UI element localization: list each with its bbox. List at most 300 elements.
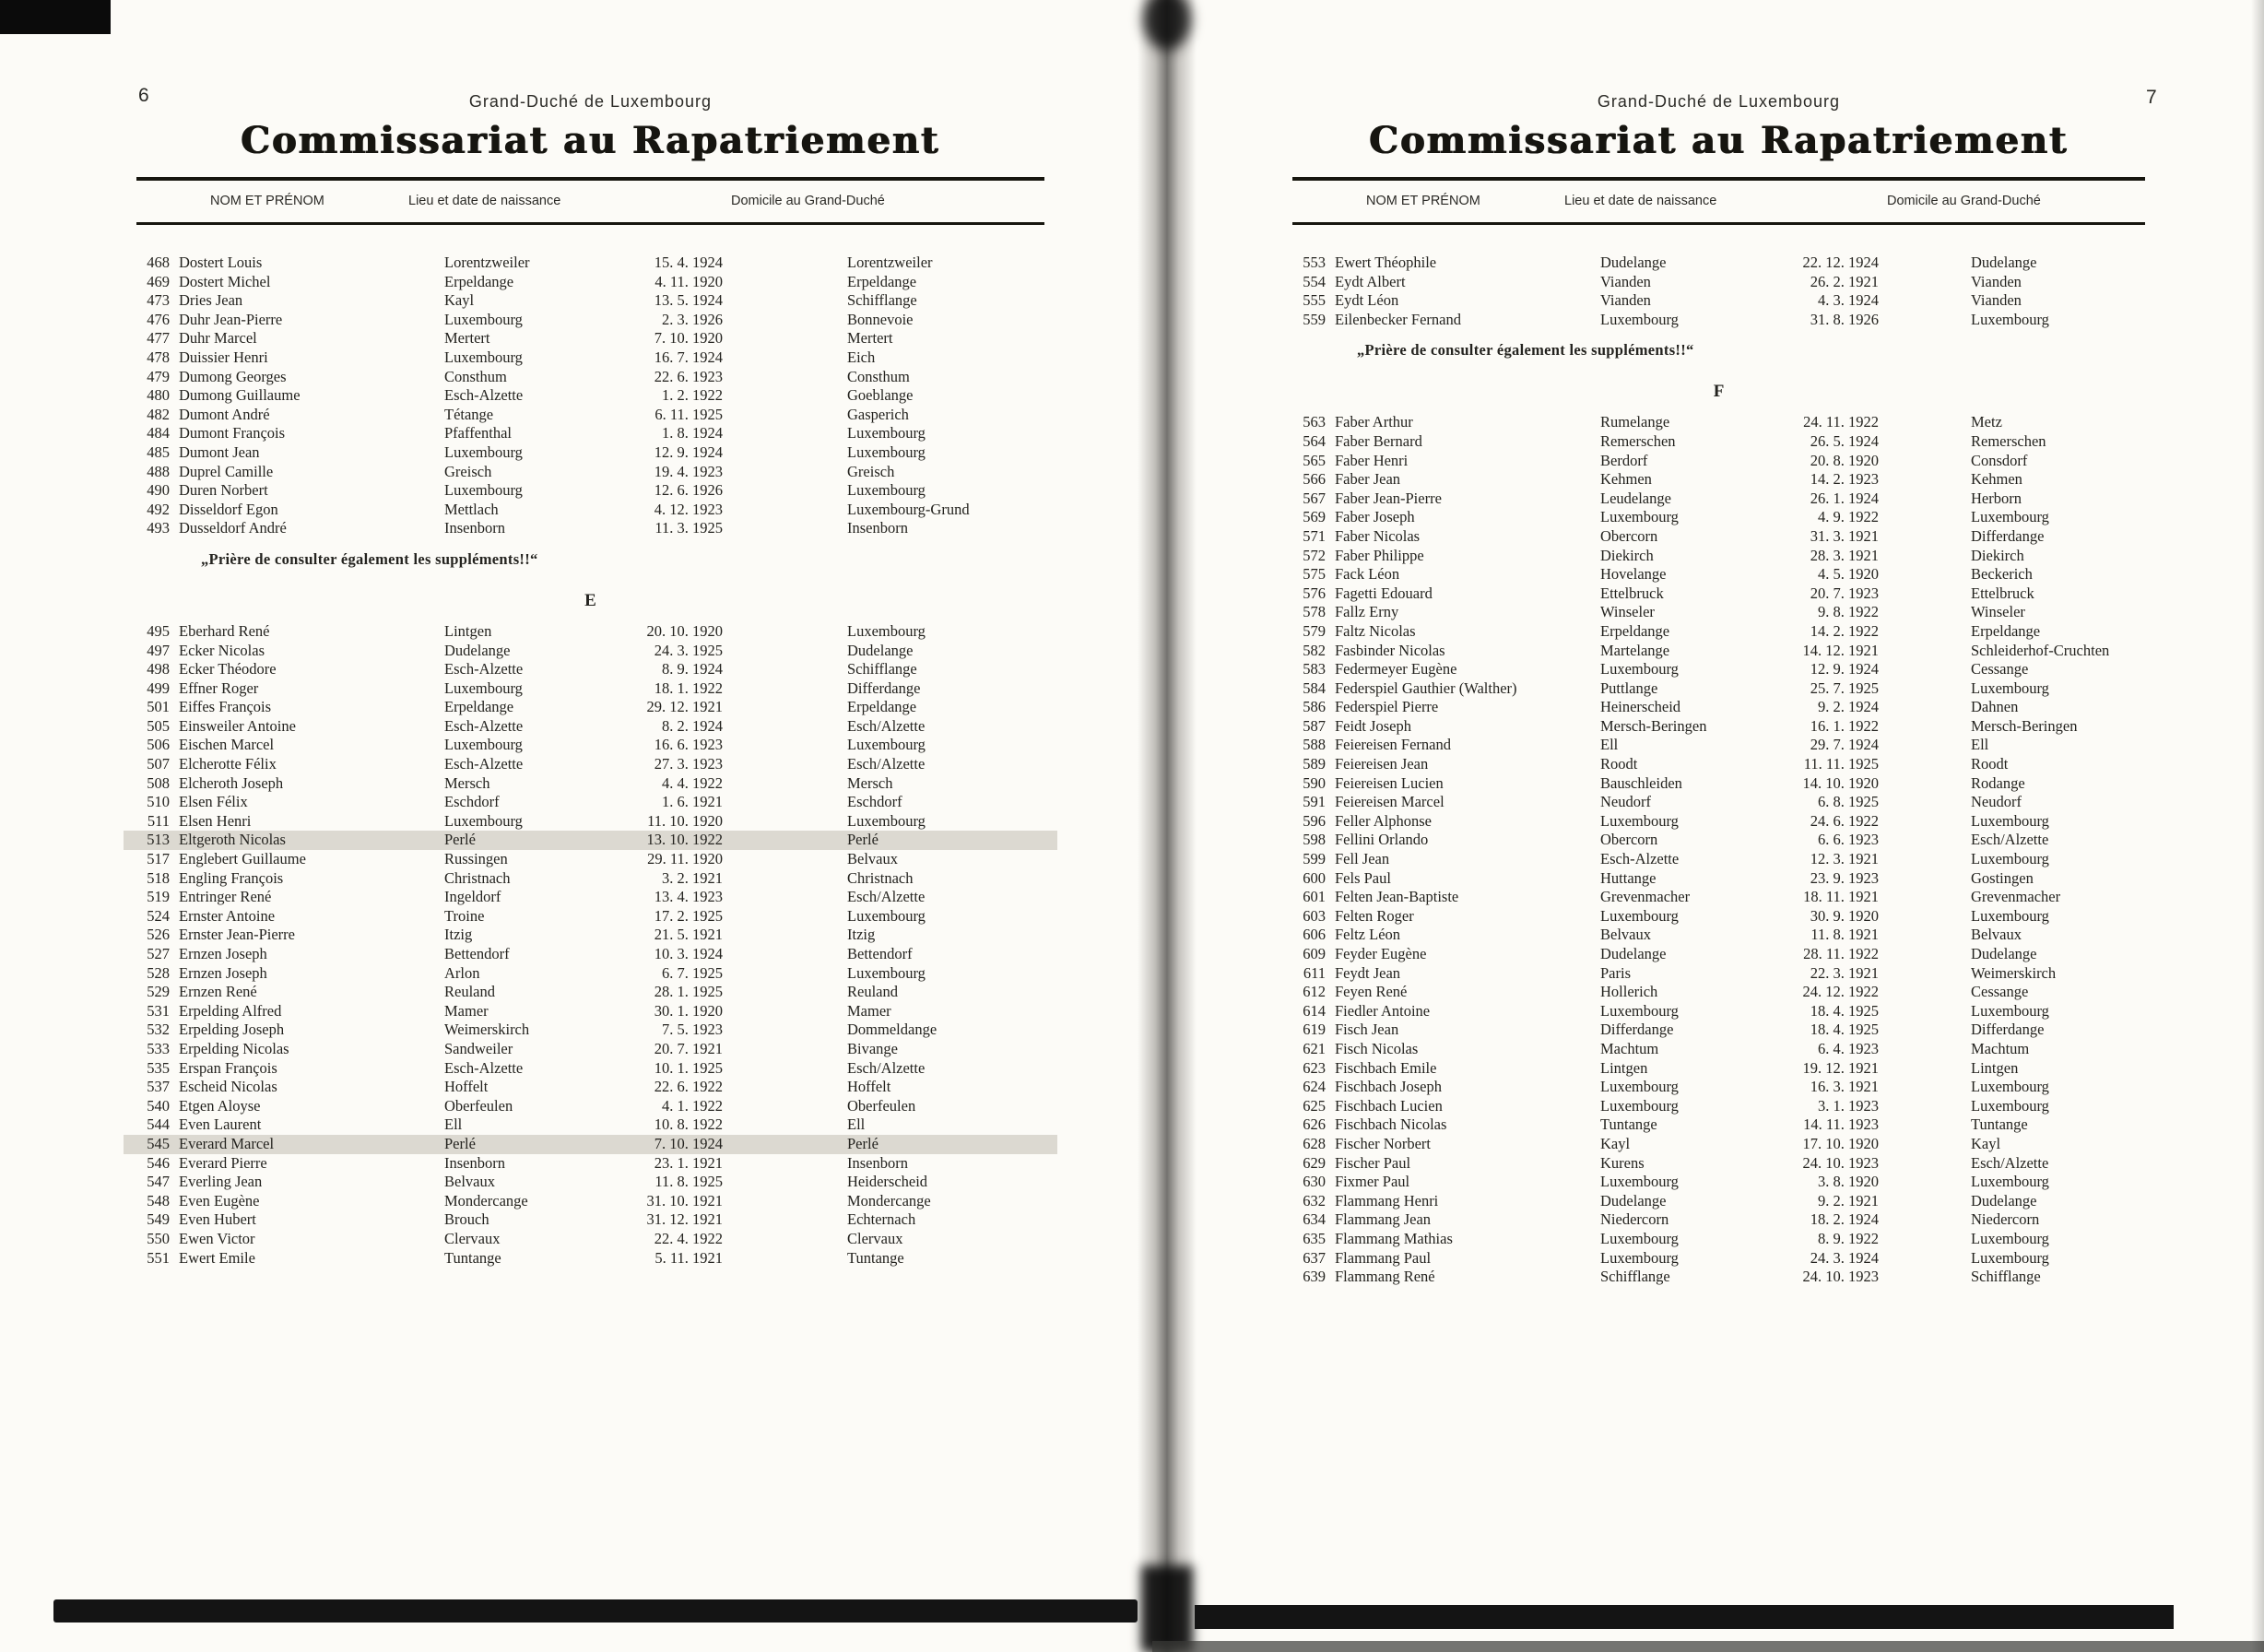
person-name: Einsweiler Antoine xyxy=(179,716,296,735)
domicile-place: Remerschen xyxy=(1971,431,2046,450)
birth-place: Ettelbruck xyxy=(1600,584,1664,602)
birth-date: 24. 10. 1923 xyxy=(1802,1153,1879,1172)
birth-date: 26. 5. 1924 xyxy=(1810,431,1879,450)
row-number: 554 xyxy=(1303,272,1326,290)
birth-place: Luxembourg xyxy=(1600,1096,1679,1115)
birth-place: Mamer xyxy=(444,1001,489,1020)
birth-place: Lorentzweiler xyxy=(444,254,530,271)
person-name: Etgen Aloyse xyxy=(179,1096,261,1115)
birth-date: 3. 8. 1920 xyxy=(1818,1173,1879,1191)
supplements-note: „Prière de consulter également les suppléments!!“ xyxy=(1357,341,1694,360)
birth-place: Sandweiler xyxy=(444,1039,513,1057)
birth-place: Ell xyxy=(1600,736,1619,754)
table-row xyxy=(136,660,1044,679)
person-name: Feiereisen Jean xyxy=(1335,755,1429,773)
person-name: Feiereisen Lucien xyxy=(1335,773,1444,792)
birth-date: 17. 10. 1920 xyxy=(1802,1134,1879,1152)
birth-date: 6. 4. 1923 xyxy=(1818,1039,1879,1057)
birth-date: 4. 1. 1922 xyxy=(662,1096,723,1115)
person-name: Erpelding Joseph xyxy=(179,1021,285,1039)
person-name: Fischer Paul xyxy=(1335,1153,1411,1172)
birth-date: 4. 12. 1923 xyxy=(654,500,723,518)
birth-date: 31. 8. 1926 xyxy=(1810,310,1879,328)
row-number: 589 xyxy=(1303,755,1326,773)
birth-place: Kayl xyxy=(1600,1134,1631,1152)
birth-date: 16. 1. 1922 xyxy=(1810,716,1879,735)
birth-date: 20. 8. 1920 xyxy=(1810,451,1879,469)
domicile-place: Luxembourg xyxy=(847,736,926,754)
birth-date: 20. 10. 1920 xyxy=(646,621,723,640)
birth-date: 29. 12. 1921 xyxy=(646,698,723,716)
person-name: Dumong Guillaume xyxy=(179,386,301,405)
table-row xyxy=(136,1249,1044,1268)
person-name: Eltgeroth Nicolas xyxy=(179,831,286,849)
domicile-place: Differdange xyxy=(1971,1021,2045,1039)
person-name: Dostert Louis xyxy=(179,254,263,271)
domicile-place: Cessange xyxy=(1971,983,2029,1001)
person-name: Feiereisen Fernand xyxy=(1335,736,1451,754)
row-number: 532 xyxy=(147,1021,170,1039)
table-row xyxy=(1292,1115,2145,1135)
table-row xyxy=(136,329,1044,348)
domicile-place: Roodt xyxy=(1971,755,2009,773)
row-number: 548 xyxy=(147,1191,170,1210)
birth-place: Erpeldange xyxy=(444,272,514,290)
table-row xyxy=(136,812,1044,832)
table-row xyxy=(136,698,1044,717)
person-name: Feyen René xyxy=(1335,983,1408,1001)
birth-date: 12. 9. 1924 xyxy=(1810,660,1879,678)
row-number: 611 xyxy=(1303,963,1326,982)
table-row xyxy=(1292,812,2145,832)
birth-place: Obercorn xyxy=(1600,526,1658,545)
birth-date: 8. 9. 1924 xyxy=(662,660,723,678)
birth-place: Luxembourg xyxy=(444,811,523,830)
person-name: Ernzen Joseph xyxy=(179,945,267,962)
person-name: Eberhard René xyxy=(179,621,270,640)
birth-place: Tuntange xyxy=(444,1248,501,1267)
domicile-place: Luxembourg xyxy=(847,442,926,461)
domicile-place: Bonnevoie xyxy=(847,310,914,328)
birth-place: Vianden xyxy=(1600,272,1651,290)
birth-place: Consthum xyxy=(444,367,507,385)
row-number: 586 xyxy=(1303,698,1326,716)
row-number: 519 xyxy=(147,888,170,906)
birth-place: Winseler xyxy=(1600,603,1655,621)
domicile-place: Christnach xyxy=(847,868,914,887)
person-name: Ewert Emile xyxy=(179,1248,255,1267)
domicile-place: Luxembourg xyxy=(847,906,926,925)
domicile-place: Dudelange xyxy=(1971,254,2037,271)
birth-place: Lintgen xyxy=(444,621,492,640)
table-row xyxy=(1292,660,2145,679)
table-row xyxy=(136,273,1044,292)
table-row xyxy=(1292,717,2145,737)
table-body-left xyxy=(136,254,1044,1268)
row-number: 545 xyxy=(147,1134,170,1152)
table-row xyxy=(136,368,1044,387)
birth-place: Dudelange xyxy=(444,641,511,659)
birth-date: 12. 3. 1921 xyxy=(1810,850,1879,868)
person-name: Dusseldorf André xyxy=(179,519,287,537)
table-row xyxy=(1292,1097,2145,1116)
table-row xyxy=(136,1210,1044,1230)
domicile-place: Dudelange xyxy=(1971,945,2037,962)
row-number: 576 xyxy=(1303,584,1326,602)
person-name: Federspiel Pierre xyxy=(1335,698,1439,716)
row-number: 550 xyxy=(147,1229,170,1247)
supplements-note: „Prière de consulter également les suppléments!!“ xyxy=(201,549,538,568)
row-number: 575 xyxy=(1303,565,1326,584)
person-name: Fallz Erny xyxy=(1335,603,1399,621)
person-name: Disseldorf Egon xyxy=(179,500,278,518)
birth-date: 4. 9. 1922 xyxy=(1818,508,1879,526)
country-header-right: Grand-Duché de Luxembourg xyxy=(1597,92,1841,111)
person-name: Ernzen René xyxy=(179,983,257,1001)
domicile-place: Hoffelt xyxy=(847,1078,891,1096)
person-name: Faber Jean xyxy=(1335,470,1401,489)
birth-place: Kayl xyxy=(444,291,475,310)
row-number: 485 xyxy=(147,442,170,461)
birth-date: 9. 2. 1921 xyxy=(1818,1191,1879,1210)
row-number: 600 xyxy=(1303,868,1326,887)
row-number: 634 xyxy=(1303,1210,1326,1229)
birth-date: 5. 11. 1921 xyxy=(654,1248,723,1267)
row-number: 582 xyxy=(1303,641,1326,659)
birth-place: Esch-Alzette xyxy=(444,755,524,773)
birth-date: 9. 8. 1922 xyxy=(1818,603,1879,621)
domicile-place: Tuntange xyxy=(847,1248,904,1267)
birth-place: Neudorf xyxy=(1600,793,1651,811)
row-number: 517 xyxy=(147,850,170,868)
table-row xyxy=(1292,983,2145,1002)
birth-date: 14. 10. 1920 xyxy=(1802,773,1879,792)
domicile-place: Bivange xyxy=(847,1039,898,1057)
table-row xyxy=(1292,584,2145,604)
row-number: 632 xyxy=(1303,1191,1326,1210)
person-name: Everard Pierre xyxy=(179,1153,267,1172)
row-number: 507 xyxy=(147,755,170,773)
birth-date: 13. 4. 1923 xyxy=(654,888,723,906)
table-row xyxy=(136,888,1044,907)
birth-place: Greisch xyxy=(444,462,492,480)
row-number: 625 xyxy=(1303,1096,1326,1115)
birth-date: 6. 11. 1925 xyxy=(654,405,723,423)
person-name: Flammang Henri xyxy=(1335,1191,1439,1210)
row-number: 559 xyxy=(1303,310,1326,328)
birth-date: 11. 10. 1920 xyxy=(647,811,723,830)
table-header-left xyxy=(136,181,1044,222)
birth-place: Esch-Alzette xyxy=(444,386,524,405)
row-number: 490 xyxy=(147,481,170,500)
birth-place: Perlé xyxy=(444,1134,476,1152)
person-name: Fisch Jean xyxy=(1335,1021,1399,1039)
domicile-place: Luxembourg xyxy=(847,621,926,640)
table-row xyxy=(1292,945,2145,964)
birth-date: 23. 9. 1923 xyxy=(1810,868,1879,887)
birth-place: Christnach xyxy=(444,868,511,887)
person-name: Elsen Henri xyxy=(179,811,252,830)
row-number: 535 xyxy=(147,1058,170,1077)
row-number: 628 xyxy=(1303,1134,1326,1152)
person-name: Feyder Eugène xyxy=(1335,945,1427,962)
table-row xyxy=(136,291,1044,311)
row-number: 637 xyxy=(1303,1248,1326,1267)
domicile-place: Esch/Alzette xyxy=(847,716,926,735)
birth-date: 1. 8. 1924 xyxy=(662,424,723,442)
row-number: 639 xyxy=(1303,1268,1326,1286)
person-name: Flammang Jean xyxy=(1335,1210,1432,1229)
table-row xyxy=(136,254,1044,273)
birth-place: Insenborn xyxy=(444,519,505,537)
domicile-place: Diekirch xyxy=(1971,546,2024,564)
birth-date: 7. 5. 1923 xyxy=(662,1021,723,1039)
domicile-place: Kayl xyxy=(1971,1134,2001,1152)
person-name: Englebert Guillaume xyxy=(179,850,306,868)
person-name: Everling Jean xyxy=(179,1173,263,1191)
birth-place: Eschdorf xyxy=(444,793,500,811)
person-name: Dries Jean xyxy=(179,291,243,310)
domicile-place: Winseler xyxy=(1971,603,2025,621)
person-name: Fiedler Antoine xyxy=(1335,1001,1431,1020)
row-number: 619 xyxy=(1303,1021,1326,1039)
table-row xyxy=(136,945,1044,964)
birth-date: 19. 4. 1923 xyxy=(654,462,723,480)
person-name: Elsen Félix xyxy=(179,793,248,811)
person-name: Eydt Albert xyxy=(1335,272,1406,290)
table-row xyxy=(1292,831,2145,850)
birth-place: Machtum xyxy=(1600,1039,1659,1057)
birth-place: Dudelange xyxy=(1600,945,1667,962)
row-number: 499 xyxy=(147,678,170,697)
table-row xyxy=(136,926,1044,945)
person-name: Faber Nicolas xyxy=(1335,526,1421,545)
table-row xyxy=(136,1097,1044,1116)
table-row xyxy=(136,1230,1044,1249)
domicile-place: Mertert xyxy=(847,329,893,348)
person-name: Fagetti Edouard xyxy=(1335,584,1433,602)
birth-place: Mettlach xyxy=(444,500,499,518)
row-number: 551 xyxy=(147,1248,170,1267)
row-number: 584 xyxy=(1303,678,1326,697)
row-number: 626 xyxy=(1303,1115,1326,1134)
row-number: 598 xyxy=(1303,831,1326,849)
domicile-place: Itzig xyxy=(847,926,876,944)
person-name: Federspiel Gauthier (Walther) xyxy=(1335,678,1517,697)
birth-date: 25. 7. 1925 xyxy=(1810,678,1879,697)
table-row xyxy=(136,386,1044,406)
person-name: Felten Jean-Baptiste xyxy=(1335,888,1459,906)
birth-date: 24. 6. 1922 xyxy=(1810,811,1879,830)
birth-place: Mersch xyxy=(444,773,490,792)
table-row xyxy=(1292,755,2145,774)
table-row xyxy=(1292,642,2145,661)
person-name: Erspan François xyxy=(179,1058,277,1077)
birth-place: Rumelange xyxy=(1600,413,1670,431)
table-row xyxy=(1292,869,2145,889)
domicile-place: Lintgen xyxy=(1971,1058,2019,1077)
table-row xyxy=(1292,1268,2145,1287)
birth-place: Luxembourg xyxy=(1600,1229,1679,1247)
domicile-place: Consthum xyxy=(847,367,910,385)
birth-date: 31. 12. 1921 xyxy=(646,1210,723,1229)
page-right xyxy=(1292,0,2145,1287)
birth-date: 9. 2. 1924 xyxy=(1818,698,1879,716)
row-number: 564 xyxy=(1303,431,1326,450)
table-row xyxy=(136,793,1044,812)
birth-date: 4. 3. 1924 xyxy=(1818,291,1879,310)
person-name: Duhr Marcel xyxy=(179,329,257,348)
birth-place: Tuntange xyxy=(1600,1115,1657,1134)
person-name: Eiffes François xyxy=(179,698,272,716)
row-number: 606 xyxy=(1303,926,1326,944)
birth-date: 26. 2. 1921 xyxy=(1810,272,1879,290)
domicile-place: Beckerich xyxy=(1971,565,2033,584)
birth-date: 23. 1. 1921 xyxy=(654,1153,723,1172)
book-gutter-shadow-bottom xyxy=(1141,1565,1193,1652)
table-row xyxy=(136,679,1044,699)
person-name: Faltz Nicolas xyxy=(1335,621,1416,640)
domicile-place: Luxembourg xyxy=(847,481,926,500)
row-number: 553 xyxy=(1303,254,1326,271)
birth-date: 19. 12. 1921 xyxy=(1802,1058,1879,1077)
row-number: 498 xyxy=(147,660,170,678)
domicile-place: Erpeldange xyxy=(1971,621,2041,640)
row-number: 511 xyxy=(147,811,170,830)
birth-place: Ingeldorf xyxy=(444,888,501,906)
person-name: Dumont André xyxy=(179,405,270,423)
table-row xyxy=(1292,490,2145,509)
row-number: 546 xyxy=(147,1153,170,1172)
table-row xyxy=(1292,273,2145,292)
birth-date: 11. 8. 1921 xyxy=(1810,926,1879,944)
birth-date: 24. 12. 1922 xyxy=(1802,983,1879,1001)
birth-place: Niedercorn xyxy=(1600,1210,1669,1229)
row-number: 588 xyxy=(1303,736,1326,754)
domicile-place: Reuland xyxy=(847,983,898,1001)
domicile-place: Esch/Alzette xyxy=(847,888,926,906)
domicile-place: Cessange xyxy=(1971,660,2029,678)
column-header-domicile: Domicile au Grand-Duché xyxy=(731,194,885,208)
birth-place: Dudelange xyxy=(1600,254,1667,271)
row-number: 495 xyxy=(147,621,170,640)
birth-place: Heinerscheid xyxy=(1600,698,1681,716)
domicile-place: Differdange xyxy=(1971,526,2045,545)
domicile-place: Luxembourg xyxy=(1971,508,2049,526)
birth-place: Oberfeulen xyxy=(444,1096,513,1115)
person-name: Ewen Victor xyxy=(179,1229,255,1247)
domicile-place: Neudorf xyxy=(1971,793,2022,811)
person-name: Dumont François xyxy=(179,424,286,442)
birth-place: Brouch xyxy=(444,1210,489,1229)
row-number: 493 xyxy=(147,519,170,537)
domicile-place: Dudelange xyxy=(1971,1191,2037,1210)
birth-date: 20. 7. 1923 xyxy=(1810,584,1879,602)
domicile-place: Luxembourg xyxy=(1971,1078,2049,1096)
domicile-place: Esch/Alzette xyxy=(1971,1153,2049,1172)
birth-date: 2. 3. 1926 xyxy=(662,310,723,328)
row-number: 591 xyxy=(1303,793,1326,811)
row-number: 505 xyxy=(147,716,170,735)
domicile-place: Dommeldange xyxy=(847,1021,937,1039)
birth-place: Itzig xyxy=(444,926,473,944)
person-name: Duren Norbert xyxy=(179,481,268,500)
person-name: Fellini Orlando xyxy=(1335,831,1429,849)
birth-place: Leudelange xyxy=(1600,489,1671,507)
person-name: Fisch Nicolas xyxy=(1335,1039,1419,1057)
birth-date: 18. 11. 1921 xyxy=(1803,888,1879,906)
person-name: Ernster Jean-Pierre xyxy=(179,926,295,944)
table-row xyxy=(1292,291,2145,311)
birth-place: Mersch-Beringen xyxy=(1600,716,1707,735)
divider xyxy=(136,222,1044,225)
domicile-place: Erpeldange xyxy=(847,698,917,716)
row-number: 609 xyxy=(1303,945,1326,962)
birth-place: Luxembourg xyxy=(1600,660,1679,678)
domicile-place: Weimerskirch xyxy=(1971,963,2057,982)
domicile-place: Consdorf xyxy=(1971,451,2028,469)
person-name: Dumont Jean xyxy=(179,442,260,461)
table-row xyxy=(1292,311,2145,330)
table-row xyxy=(1292,964,2145,984)
section-letter-f: F xyxy=(1713,382,1725,402)
domicile-place: Kehmen xyxy=(1971,470,2022,489)
column-header-name: NOM ET PRÉNOM xyxy=(210,194,324,208)
table-row xyxy=(136,774,1044,794)
birth-place: Mertert xyxy=(444,329,490,348)
birth-place: Grevenmacher xyxy=(1600,888,1691,906)
row-number: 526 xyxy=(147,926,170,944)
domicile-place: Perlé xyxy=(847,831,878,849)
domicile-place: Luxembourg xyxy=(1971,1096,2049,1115)
domicile-place: Heiderscheid xyxy=(847,1173,928,1191)
person-name: Flammang Mathias xyxy=(1335,1229,1453,1247)
row-number: 621 xyxy=(1303,1039,1326,1057)
domicile-place: Luxembourg xyxy=(847,963,926,982)
domicile-place: Belvaux xyxy=(847,850,898,868)
birth-place: Tétange xyxy=(444,405,494,423)
birth-place: Huttange xyxy=(1600,868,1657,887)
person-name: Escheid Nicolas xyxy=(179,1078,277,1096)
table-row xyxy=(136,907,1044,926)
domicile-place: Lorentzweiler xyxy=(847,254,933,271)
row-number: 572 xyxy=(1303,546,1326,564)
table-row xyxy=(136,622,1044,642)
table-row xyxy=(1292,413,2145,432)
domicile-place: Luxembourg xyxy=(1971,811,2049,830)
domicile-place: Perlé xyxy=(847,1134,878,1152)
table-row xyxy=(136,1059,1044,1079)
domicile-place: Luxembourg-Grund xyxy=(847,500,970,518)
birth-place: Esch-Alzette xyxy=(444,716,524,735)
birth-place: Luxembourg xyxy=(444,481,523,500)
table-row xyxy=(1292,698,2145,717)
birth-place: Luxembourg xyxy=(444,736,523,754)
birth-date: 16. 3. 1921 xyxy=(1810,1078,1879,1096)
birth-place: Dudelange xyxy=(1600,1191,1667,1210)
birth-place: Roodt xyxy=(1600,755,1638,773)
birth-place: Arlon xyxy=(444,963,480,982)
table-row xyxy=(136,348,1044,368)
birth-date: 3. 2. 1921 xyxy=(662,868,723,887)
domicile-place: Belvaux xyxy=(1971,926,2022,944)
table-row xyxy=(1292,547,2145,566)
table-row xyxy=(136,1154,1044,1174)
person-name: Flammang René xyxy=(1335,1268,1435,1286)
domicile-place: Metz xyxy=(1971,413,2002,431)
row-number: 555 xyxy=(1303,291,1326,310)
table-row xyxy=(136,1040,1044,1059)
